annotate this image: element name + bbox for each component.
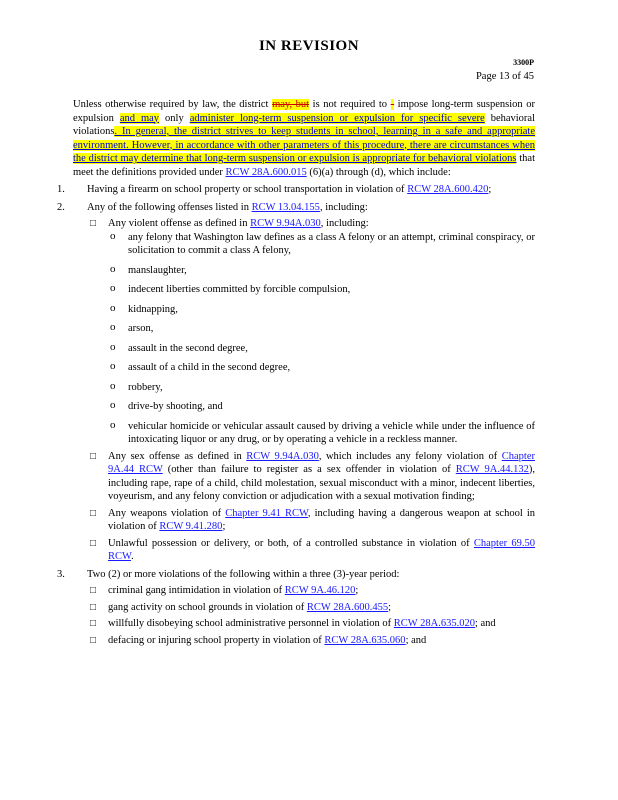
sub-list-item [73,342,535,356]
rcw-link[interactable]: RCW 28A.600.420 [407,184,489,195]
item-number: 2. [57,201,65,213]
offense-text: , including having a dangerous weapon at school in violation of [108,507,535,532]
item-text: , including: [319,201,368,213]
offense-type: arson, [128,323,154,334]
sub-list-item [73,303,535,317]
item-text: Any of the following offenses listed in [87,201,252,213]
deleted-text: - [390,99,395,110]
violation-text: ; and [474,618,496,629]
inserted-text: and may [119,112,160,124]
offense-text: . [130,551,134,562]
circle-bullet-icon: o [110,418,116,431]
offense-type: indecent liberties committed by forcible compulsion, [128,284,351,295]
sub-list-item [73,231,535,258]
square-bullet-icon: □ [90,537,97,549]
intro-text: that meet the definitions provided under [73,153,535,178]
list-item [57,201,535,215]
rcw-link[interactable]: RCW 9.94A.030 [250,218,321,229]
sub-list-item [73,283,535,297]
square-bullet-icon: □ [90,507,97,519]
circle-bullet-icon: o [110,399,116,411]
sub-list-item [73,400,535,414]
offense-text: ; [222,521,226,532]
item-text: Two (2) or more violations of the following within a three (3)-year period: [87,568,400,580]
rcw-link[interactable]: RCW 28A.635.020 [393,618,475,629]
offense-type: manslaughter, [128,264,187,276]
violation-item [73,617,535,631]
offense-text: , including: [320,218,369,229]
rcw-link[interactable]: RCW 28A.635.060 [324,634,406,646]
offense-text: , which includes any felony violation of [318,450,502,462]
square-bullet-icon: □ [90,218,97,229]
rcw-link[interactable]: RCW 9A.44.132 [455,464,529,475]
circle-bullet-icon: o [110,282,116,294]
circle-bullet-icon: o [110,262,116,275]
sub-list-item [73,322,535,336]
square-bullet-icon: □ [90,618,97,629]
rcw-link[interactable]: RCW 28A.600.455 [306,601,389,613]
offense-type: drive-by shooting, and [128,401,223,412]
offense-sex [73,450,535,504]
violation-text: ; and [405,634,427,646]
rcw-link[interactable]: Chapter 69.50 RCW [108,537,535,562]
intro-text: only [159,112,190,124]
item-number: 3. [57,568,65,580]
rcw-link[interactable]: RCW 9.41.280 [159,521,223,532]
intro-text: is not required to [309,99,391,110]
rcw-link[interactable]: RCW 13.04.155 [251,201,320,213]
offense-violent [73,217,535,231]
rcw-link[interactable]: Chapter 9.41 RCW [225,507,308,519]
intro-text: (6)(a) through (d), which include: [306,166,451,178]
intro-text: Unless otherwise required by law, the district [73,99,273,110]
sub-list-item [73,381,535,395]
violation-item [73,601,535,615]
circle-bullet-icon: o [110,340,116,353]
circle-bullet-icon: o [110,360,116,372]
deleted-text: may, but [272,99,310,110]
offense-type: robbery, [128,381,163,393]
offense-text: Unlawful possession or delivery, or both, of a controlled substance in violation of [108,537,474,549]
offense-text: Any sex offense as defined in [108,450,247,462]
offense-text: (other than failure to register as a sex offender in violation of [162,464,456,475]
circle-bullet-icon: o [110,301,116,314]
square-bullet-icon: □ [90,450,97,462]
item-text: ; [488,184,492,195]
item-number: 1. [57,184,65,195]
sub-list-item [73,361,535,375]
sub-list-item [73,264,535,278]
offense-text: Any weapons violation of [108,507,226,519]
violation-text: ; [388,601,391,613]
offense-type: vehicular homicide or vehicular assault caused by driving a vehicle while under the influence of intoxicating liquor or any drug, or by operating a vehicle in a reckless manner. [128,420,535,445]
violation-item [73,634,535,648]
violation-item [73,584,535,598]
offense-type: any felony that Washington law defines as a class A felony or an attempt, criminal conspiracy, or solicitation to commit a class A felony, [128,231,535,256]
violation-text: gang activity on school grounds in violation of [108,601,307,613]
offense-weapons [73,507,535,534]
page-number: Page 13 of 45 [475,71,534,82]
offense-text: Any violent offense as defined in [108,218,251,229]
policy-code: 3300P [513,58,534,67]
intro-paragraph [73,98,535,179]
list-item [57,568,535,582]
offense-type: kidnapping, [128,303,178,315]
offense-type: assault of a child in the second degree, [128,362,291,373]
violation-text: willfully disobeying school administrative personnel in violation of [108,618,394,629]
list-item [57,183,535,197]
violation-text: criminal gang intimidation in violation of [108,585,285,596]
square-bullet-icon: □ [90,634,97,646]
intro-text: impose long-term suspension or expulsion [73,99,535,124]
square-bullet-icon: □ [90,601,97,613]
rcw-link[interactable]: RCW 9.94A.030 [246,450,319,462]
offense-drugs [73,537,535,564]
circle-bullet-icon: o [110,379,116,392]
rcw-link[interactable]: RCW 9A.46.120 [284,585,356,596]
offense-text: ), including rape, rape of a child, child molestation, sexual misconduct with a minor, indecent liberties, voyeurism, and any felony conviction or adjudication with a sexual motivation finding; [108,464,536,502]
rcw-link[interactable]: Chapter 9A.44 RCW [108,450,535,475]
intro-text: behavioral violations [73,112,535,137]
inserted-text: . In general, the district strives to keep students in school, learning in a safe and appropriate environment. However, in accordance with other parameters of this procedure, there are circumstances when the district may determine that long-term suspension or expulsion is appropriate for behavioral violations [73,126,535,164]
violation-text: defacing or injuring school property in violation of [108,634,325,646]
circle-bullet-icon: o [110,321,116,333]
page-title: IN REVISION [258,38,360,54]
item-text: Having a firearm on school property or school transportation in violation of [87,184,408,195]
rcw-link[interactable]: RCW 28A.600.015 [225,166,307,178]
circle-bullet-icon: o [110,229,116,242]
square-bullet-icon: □ [90,585,97,596]
offense-type: assault in the second degree, [128,342,248,354]
sub-list-item [73,420,535,447]
inserted-text: administer long-term suspension or expulsion for specific severe [189,112,485,124]
violation-text: ; [355,585,359,596]
document-body [57,98,536,647]
